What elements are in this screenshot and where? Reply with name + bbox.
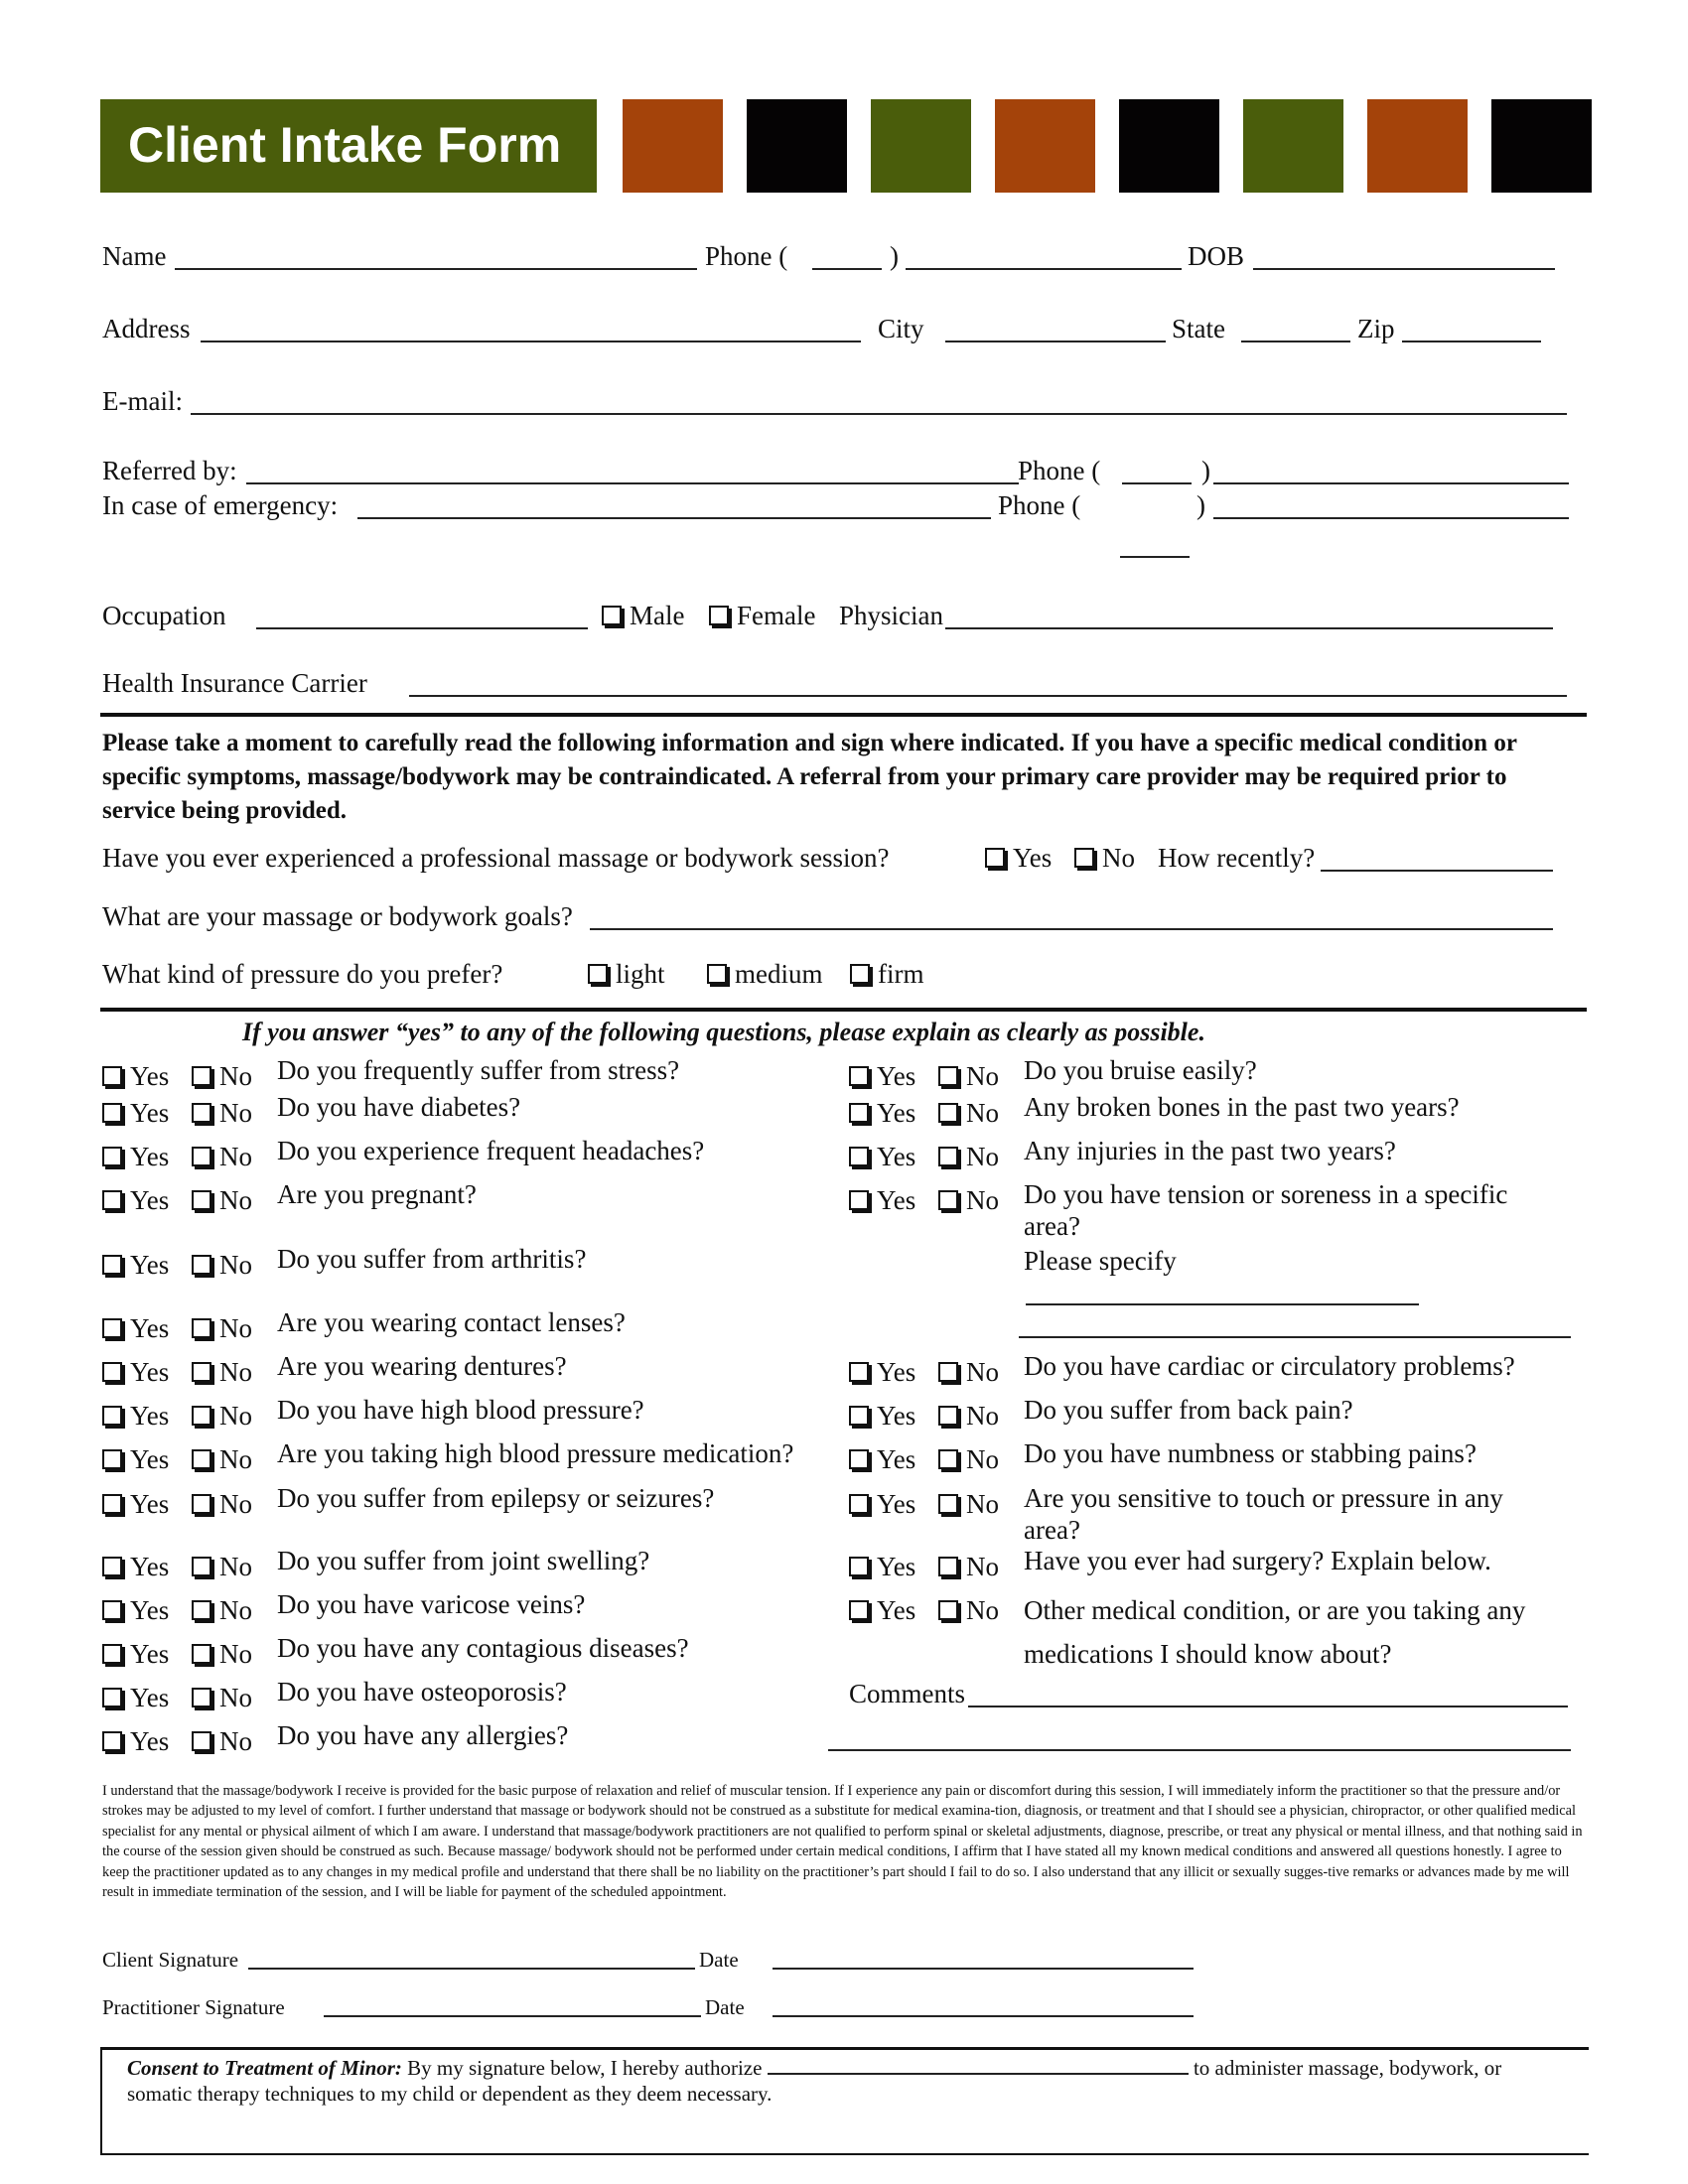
right-question-1: Do you bruise easily?: [1024, 1055, 1257, 1085]
occupation-field[interactable]: [256, 627, 588, 629]
yes-checkbox[interactable]: [102, 1103, 122, 1123]
yes-label: Yes: [130, 1098, 170, 1128]
no-checkbox[interactable]: [192, 1103, 211, 1123]
right-question-8: Are you sensitive to touch or pressure in any area?: [1024, 1483, 1503, 1545]
yes-label: Yes: [130, 1250, 170, 1280]
no-label: No: [966, 1098, 999, 1128]
yes-label: Yes: [130, 1185, 170, 1215]
no-label: No: [219, 1250, 252, 1280]
no-label: No: [219, 1639, 252, 1669]
goals-field[interactable]: [590, 928, 1553, 930]
experience-yes-option[interactable]: [985, 842, 1052, 874]
answer-yes[interactable]: [849, 1400, 915, 1432]
no-checkbox[interactable]: [192, 1190, 211, 1210]
pressure-question: What kind of pressure do you prefer?: [102, 959, 503, 989]
right-question-4: Do you have tension or soreness in a specific area?: [1024, 1179, 1508, 1241]
no-label: No: [219, 1444, 252, 1474]
yes-checkbox[interactable]: [102, 1731, 122, 1751]
answer-yes[interactable]: [102, 1400, 169, 1432]
instructions-text: If you answer “yes” to any of the following questions, please explain as clearly as possible.: [242, 1018, 1205, 1046]
no-label: No: [219, 1595, 252, 1625]
yes-label: Yes: [877, 1552, 916, 1581]
header-square-green: [1243, 99, 1343, 193]
consent-paragraph: [127, 2055, 1557, 2107]
header-square-orange: [623, 99, 723, 193]
zip-field[interactable]: [1402, 341, 1541, 342]
no-label: No: [219, 1142, 252, 1171]
answer-yes[interactable]: [849, 1184, 915, 1216]
experience-no-checkbox[interactable]: [1074, 848, 1094, 868]
no-checkbox[interactable]: [192, 1688, 211, 1707]
physician-field[interactable]: [945, 627, 1553, 629]
yes-checkbox[interactable]: [102, 1190, 122, 1210]
no-label: No: [966, 1357, 999, 1387]
experience-no-option[interactable]: [1074, 842, 1135, 874]
no-label: No: [966, 1401, 999, 1431]
no-label: No: [219, 1098, 252, 1128]
no-checkbox[interactable]: [192, 1557, 211, 1576]
please-specify-field-2[interactable]: [1019, 1336, 1571, 1338]
answer-no[interactable]: [192, 1312, 252, 1344]
client-signature-field[interactable]: [248, 1968, 695, 1970]
no-checkbox[interactable]: [938, 1600, 958, 1620]
page-title: Client Intake Form: [128, 117, 562, 173]
goals-question: What are your massage or bodywork goals?: [102, 901, 573, 931]
section-divider-middle: [100, 1008, 1587, 1012]
no-checkbox[interactable]: [192, 1644, 211, 1664]
referred-by-label: Referred by:: [102, 456, 237, 485]
left-question-10: Do you suffer from epilepsy or seizures?: [277, 1483, 715, 1513]
no-checkbox[interactable]: [192, 1494, 211, 1514]
answer-no[interactable]: [938, 1443, 999, 1475]
answer-yes[interactable]: [849, 1060, 915, 1092]
no-checkbox[interactable]: [938, 1103, 958, 1123]
header-square-green: [871, 99, 971, 193]
no-label: No: [966, 1061, 999, 1091]
emergency-phone-area-field[interactable]: [1120, 556, 1190, 558]
comments-field[interactable]: [968, 1706, 1568, 1707]
pressure-medium-checkbox[interactable]: [707, 964, 727, 984]
yes-label: Yes: [130, 1142, 170, 1171]
insurance-field[interactable]: [409, 695, 1567, 697]
no-checkbox[interactable]: [192, 1147, 211, 1166]
referral-phone-area-field[interactable]: [1122, 482, 1192, 484]
no-checkbox[interactable]: [192, 1318, 211, 1338]
answer-no[interactable]: [192, 1184, 252, 1216]
yes-checkbox[interactable]: [849, 1103, 869, 1123]
dob-field[interactable]: [1253, 268, 1555, 270]
yes-checkbox[interactable]: [849, 1147, 869, 1166]
answer-yes[interactable]: [102, 1141, 169, 1172]
referral-phone-field[interactable]: [1213, 482, 1569, 484]
no-checkbox[interactable]: [938, 1406, 958, 1426]
answer-no[interactable]: [192, 1443, 252, 1475]
answer-no[interactable]: [938, 1488, 999, 1520]
consent-text-a: By my signature below, I hereby authorize: [401, 2056, 768, 2080]
yes-label: Yes: [130, 1726, 170, 1756]
experience-no-label: No: [1102, 843, 1135, 873]
answer-yes[interactable]: [102, 1097, 169, 1129]
how-recently-label: How recently?: [1158, 843, 1316, 873]
yes-label: Yes: [130, 1552, 170, 1581]
no-label: No: [219, 1313, 252, 1343]
no-checkbox[interactable]: [192, 1600, 211, 1620]
pressure-firm-checkbox[interactable]: [850, 964, 870, 984]
right-question-5: Do you have cardiac or circulatory problems?: [1024, 1351, 1515, 1381]
yes-label: Yes: [130, 1401, 170, 1431]
left-question-9: Are you taking high blood pressure medication?: [277, 1438, 794, 1468]
answer-no[interactable]: [938, 1400, 999, 1432]
yes-label: Yes: [130, 1444, 170, 1474]
physician-label: Physician: [839, 601, 943, 630]
yes-checkbox[interactable]: [102, 1494, 122, 1514]
header-title-block: [100, 99, 597, 193]
comments-field-2[interactable]: [828, 1749, 1571, 1751]
answer-yes[interactable]: [102, 1312, 169, 1344]
answer-yes[interactable]: [102, 1184, 169, 1216]
practitioner-signature-label: Practitioner Signature: [102, 1995, 285, 2019]
zip-label: Zip: [1357, 314, 1395, 343]
header-square-black: [1119, 99, 1219, 193]
client-signature-label: Client Signature: [102, 1948, 239, 1972]
yes-label: Yes: [877, 1489, 916, 1519]
header-square-black: [1491, 99, 1592, 193]
no-checkbox[interactable]: [938, 1449, 958, 1469]
no-checkbox[interactable]: [192, 1731, 211, 1751]
experience-yes-checkbox[interactable]: [985, 848, 1005, 868]
left-question-6: Are you wearing contact lenses?: [277, 1307, 626, 1337]
yes-checkbox[interactable]: [102, 1255, 122, 1275]
pressure-firm-label: firm: [878, 959, 924, 989]
answer-yes[interactable]: [102, 1443, 169, 1475]
yes-checkbox[interactable]: [102, 1362, 122, 1382]
right-question-7: Do you have numbness or stabbing pains?: [1024, 1438, 1477, 1468]
yes-checkbox[interactable]: [849, 1557, 869, 1576]
right-question-6: Do you suffer from back pain?: [1024, 1395, 1353, 1425]
city-field[interactable]: [945, 341, 1166, 342]
state-field[interactable]: [1241, 341, 1350, 342]
address-label: Address: [102, 314, 191, 343]
female-option[interactable]: [709, 600, 815, 631]
yes-label: Yes: [877, 1098, 916, 1128]
practitioner-date-field[interactable]: [773, 2015, 1194, 2017]
email-label: E-mail:: [102, 386, 183, 416]
email-field[interactable]: [191, 413, 1567, 415]
right-question-9: Have you ever had surgery? Explain below.: [1024, 1546, 1491, 1575]
occupation-label: Occupation: [102, 601, 226, 630]
no-checkbox[interactable]: [938, 1066, 958, 1086]
section-divider-top: [100, 713, 1587, 717]
yes-label: Yes: [130, 1489, 170, 1519]
answer-no[interactable]: [192, 1725, 252, 1757]
left-question-13: Do you have any contagious diseases?: [277, 1633, 689, 1663]
answer-yes[interactable]: [849, 1551, 915, 1582]
no-checkbox[interactable]: [192, 1362, 211, 1382]
no-label: No: [966, 1489, 999, 1519]
answer-yes[interactable]: [102, 1638, 169, 1670]
pressure-light-option[interactable]: [588, 958, 665, 990]
answer-no[interactable]: [938, 1097, 999, 1129]
answer-no[interactable]: [938, 1551, 999, 1582]
answer-yes[interactable]: [849, 1594, 915, 1626]
answer-yes[interactable]: [849, 1443, 915, 1475]
answer-yes[interactable]: [102, 1551, 169, 1582]
left-question-5: Do you suffer from arthritis?: [277, 1244, 587, 1274]
answer-no[interactable]: [938, 1141, 999, 1172]
name-label: Name: [102, 241, 167, 271]
yes-checkbox[interactable]: [102, 1066, 122, 1086]
please-specify-field[interactable]: [1026, 1303, 1419, 1305]
answer-yes[interactable]: [849, 1097, 915, 1129]
left-question-7: Are you wearing dentures?: [277, 1351, 567, 1381]
yes-checkbox[interactable]: [102, 1557, 122, 1576]
pressure-firm-option[interactable]: [850, 958, 924, 990]
practitioner-signature-field[interactable]: [324, 2015, 701, 2017]
answer-no[interactable]: [192, 1638, 252, 1670]
header-square-black: [747, 99, 847, 193]
yes-label: Yes: [877, 1401, 916, 1431]
emergency-phone-close-paren: ): [1196, 490, 1205, 520]
practitioner-date-label: Date: [705, 1995, 745, 2019]
no-label: No: [219, 1357, 252, 1387]
left-question-2: Do you have diabetes?: [277, 1092, 521, 1122]
no-label: No: [966, 1444, 999, 1474]
right-question-10: Other medical condition, or are you taking any medications I should know about?: [1024, 1595, 1526, 1669]
male-checkbox[interactable]: [602, 606, 622, 625]
left-question-8: Do you have high blood pressure?: [277, 1395, 644, 1425]
yes-checkbox[interactable]: [849, 1494, 869, 1514]
no-label: No: [219, 1489, 252, 1519]
no-label: No: [219, 1401, 252, 1431]
answer-yes[interactable]: [849, 1356, 915, 1388]
male-option[interactable]: [602, 600, 684, 631]
notice-paragraph: Please take a moment to carefully read the following information and sign where indicated. If you have a specific medical condition or specific symptoms, massage/bodywork may be contraindicated. A referral from your primary care provider may be required prior to service being provided.: [102, 730, 1517, 824]
left-question-4: Are you pregnant?: [277, 1179, 477, 1209]
right-question-3: Any injuries in the past two years?: [1024, 1136, 1396, 1165]
answer-yes[interactable]: [102, 1725, 169, 1757]
right-question-2: Any broken bones in the past two years?: [1024, 1092, 1460, 1122]
yes-checkbox[interactable]: [849, 1600, 869, 1620]
answer-no[interactable]: [192, 1249, 252, 1281]
emergency-contact-field[interactable]: [357, 517, 991, 519]
insurance-label: Health Insurance Carrier: [102, 668, 367, 698]
yes-checkbox[interactable]: [102, 1406, 122, 1426]
yes-label: Yes: [877, 1061, 916, 1091]
referral-phone-label: Phone (: [1018, 456, 1101, 485]
experience-yes-label: Yes: [1013, 843, 1053, 873]
how-recently-field[interactable]: [1321, 870, 1553, 872]
liability-statement: I understand that the massage/bodywork I receive is provided for the basic purpose of relaxation and relief of muscular tension. If I experience any pain or discomfort during this session, I will immediately inform the practitioner so that the pressure and/or strokes may be adjusted to my level of comfort. I further understand that massage or bodywork should not be construed as a substitute for medical examina-tion, diagnosis, or treatment and that I should see a physician, chiropractor, or other qualified medical specialist for any mental or physical ailment of which I am aware. I understand that massage/bodywork practitioners are not qualified to perform spinal or skeletal adjustments, diagnose, prescribe, or treat any physical or mental illness, and that nothing said in the course of the session given should be construed as such. Because massage/ bodywork should not be performed under certain medical conditions, I affirm that I have stated all my known medical conditions and answered all questions honestly. I agree to keep the practitioner updated as to any changes in my medical profile and understand that there shall be no liability on the practitioner’s part should I fail to do so. I also understand that any illicit or sexually sugges-tive remarks or advances made by me will result in immediate termination of the session, and I will be liable for payment of the scheduled appointment.: [102, 1783, 1583, 1901]
answer-no[interactable]: [938, 1356, 999, 1388]
no-label: No: [219, 1185, 252, 1215]
answer-no[interactable]: [192, 1097, 252, 1129]
left-question-11: Do you suffer from joint swelling?: [277, 1546, 650, 1575]
phone-field[interactable]: [906, 268, 1182, 270]
yes-checkbox[interactable]: [849, 1449, 869, 1469]
no-checkbox[interactable]: [192, 1406, 211, 1426]
answer-no[interactable]: [192, 1682, 252, 1713]
yes-label: Yes: [877, 1357, 916, 1387]
no-label: No: [966, 1552, 999, 1581]
left-question-14: Do you have osteoporosis?: [277, 1677, 567, 1706]
no-checkbox[interactable]: [938, 1557, 958, 1576]
yes-label: Yes: [877, 1444, 916, 1474]
left-question-12: Do you have varicose veins?: [277, 1589, 586, 1619]
yes-checkbox[interactable]: [849, 1066, 869, 1086]
answer-yes[interactable]: [849, 1488, 915, 1520]
client-date-label: Date: [699, 1948, 739, 1972]
yes-label: Yes: [877, 1185, 916, 1215]
answer-no[interactable]: [192, 1141, 252, 1172]
yes-checkbox[interactable]: [102, 1644, 122, 1664]
yes-label: Yes: [130, 1061, 170, 1091]
answer-no[interactable]: [938, 1594, 999, 1626]
left-question-1: Do you frequently suffer from stress?: [277, 1055, 680, 1085]
yes-label: Yes: [877, 1595, 916, 1625]
yes-label: Yes: [877, 1142, 916, 1171]
female-checkbox[interactable]: [709, 606, 729, 625]
no-checkbox[interactable]: [938, 1147, 958, 1166]
yes-checkbox[interactable]: [849, 1406, 869, 1426]
no-label: No: [966, 1142, 999, 1171]
yes-label: Yes: [130, 1683, 170, 1712]
no-label: No: [966, 1595, 999, 1625]
pressure-medium-label: medium: [735, 959, 823, 989]
no-label: No: [219, 1726, 252, 1756]
emergency-contact-label: In case of emergency:: [102, 490, 339, 520]
answer-no[interactable]: [192, 1551, 252, 1582]
no-label: No: [219, 1061, 252, 1091]
state-label: State: [1172, 314, 1225, 343]
comments-label: Comments: [849, 1679, 966, 1708]
phone-label: Phone (: [705, 241, 788, 271]
address-field[interactable]: [201, 341, 861, 342]
yes-label: Yes: [130, 1357, 170, 1387]
answer-no[interactable]: [192, 1594, 252, 1626]
answer-yes[interactable]: [102, 1488, 169, 1520]
yes-checkbox[interactable]: [102, 1147, 122, 1166]
answer-no[interactable]: [192, 1400, 252, 1432]
city-label: City: [878, 314, 924, 343]
no-checkbox[interactable]: [938, 1362, 958, 1382]
header-square-orange: [1367, 99, 1468, 193]
client-date-field[interactable]: [773, 1968, 1194, 1970]
answer-no[interactable]: [938, 1060, 999, 1092]
yes-checkbox[interactable]: [102, 1449, 122, 1469]
yes-checkbox[interactable]: [102, 1600, 122, 1620]
answer-yes[interactable]: [102, 1682, 169, 1713]
left-question-15: Do you have any allergies?: [277, 1720, 569, 1750]
emergency-phone-label: Phone (: [998, 490, 1081, 520]
please-specify-label: Please specify: [1024, 1246, 1177, 1276]
pressure-medium-option[interactable]: [707, 958, 823, 990]
no-label: No: [219, 1683, 252, 1712]
answer-yes[interactable]: [102, 1594, 169, 1626]
referred-by-field[interactable]: [246, 482, 1019, 484]
dob-label: DOB: [1188, 241, 1245, 271]
consent-authorized-person-field[interactable]: [768, 2055, 1189, 2075]
name-field[interactable]: [175, 268, 697, 270]
answer-yes[interactable]: [849, 1141, 915, 1172]
experience-question: Have you ever experienced a professional massage or bodywork session?: [102, 843, 890, 873]
consent-text-b: to administer massage, bodywork, or somatic therapy techniques to my child or dependent as they deem necessary.: [127, 2056, 1502, 2106]
no-checkbox[interactable]: [192, 1255, 211, 1275]
no-checkbox[interactable]: [938, 1190, 958, 1210]
answer-no[interactable]: [192, 1356, 252, 1388]
yes-checkbox[interactable]: [849, 1362, 869, 1382]
answer-yes[interactable]: [102, 1356, 169, 1388]
phone-close-paren: ): [890, 241, 899, 271]
yes-checkbox[interactable]: [849, 1190, 869, 1210]
emergency-phone-field[interactable]: [1213, 517, 1569, 519]
female-label: Female: [737, 601, 816, 630]
pressure-light-checkbox[interactable]: [588, 964, 608, 984]
header-square-orange: [995, 99, 1095, 193]
phone-area-code-field[interactable]: [812, 268, 882, 270]
pressure-light-label: light: [616, 959, 665, 989]
answer-no[interactable]: [192, 1060, 252, 1092]
yes-label: Yes: [130, 1313, 170, 1343]
consent-heading: Consent to Treatment of Minor:: [127, 2056, 402, 2080]
no-checkbox[interactable]: [192, 1066, 211, 1086]
answer-no[interactable]: [192, 1488, 252, 1520]
left-question-3: Do you experience frequent headaches?: [277, 1136, 705, 1165]
no-checkbox[interactable]: [938, 1494, 958, 1514]
yes-label: Yes: [130, 1639, 170, 1669]
no-label: No: [966, 1185, 999, 1215]
answer-no[interactable]: [938, 1184, 999, 1216]
yes-checkbox[interactable]: [102, 1318, 122, 1338]
yes-label: Yes: [130, 1595, 170, 1625]
no-label: No: [219, 1552, 252, 1581]
referral-phone-close-paren: ): [1201, 456, 1210, 485]
answer-yes[interactable]: [102, 1249, 169, 1281]
answer-yes[interactable]: [102, 1060, 169, 1092]
no-checkbox[interactable]: [192, 1449, 211, 1469]
yes-checkbox[interactable]: [102, 1688, 122, 1707]
male-label: Male: [630, 601, 685, 630]
